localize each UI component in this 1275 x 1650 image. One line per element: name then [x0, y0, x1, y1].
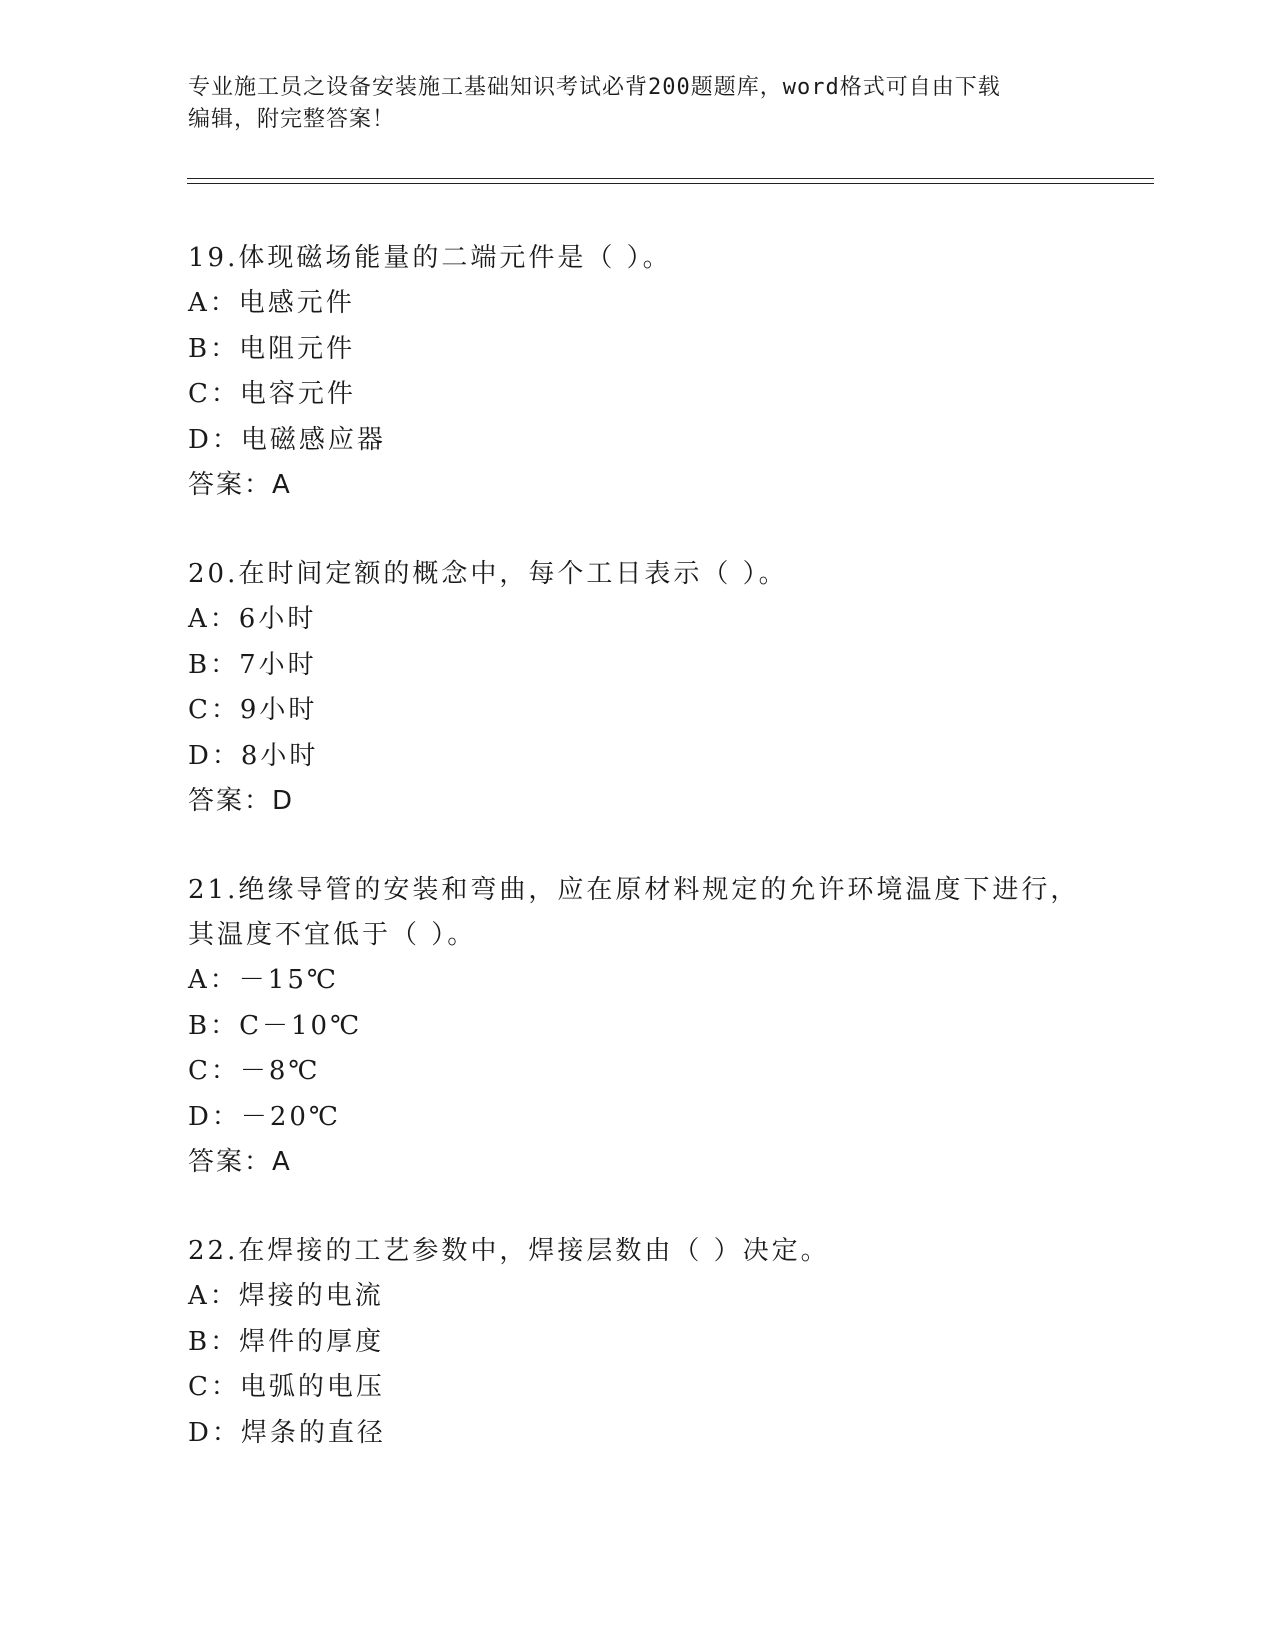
- option-b: B：C－10℃: [188, 1010, 363, 1041]
- option-a: A：焊接的电流: [188, 1281, 384, 1311]
- option-c: C：9小时: [188, 695, 318, 725]
- option-d: D：焊条的直径: [188, 1417, 386, 1448]
- question-21: [188, 868, 1108, 1185]
- option-a: A：6小时: [188, 604, 317, 634]
- option-d: D：8小时: [188, 740, 319, 771]
- header-title-line-1: 专业施工员之设备安装施工基础知识考试必背200题题库，word格式可自由下载: [188, 75, 1001, 100]
- option-d: D：－20℃: [188, 1101, 342, 1132]
- question-list: [188, 236, 1108, 1500]
- document-header: [188, 72, 1088, 136]
- answer: 答案：A: [188, 1147, 292, 1177]
- question-19: [188, 236, 1108, 508]
- answer: 答案：D: [188, 786, 295, 816]
- option-b: B：7小时: [188, 649, 317, 680]
- question-stem: 20.在时间定额的概念中，每个工日表示（ ）。: [188, 559, 788, 589]
- header-divider-top: [187, 178, 1154, 179]
- option-b: B：电阻元件: [188, 333, 356, 364]
- question-20: [188, 552, 1108, 824]
- option-b: B：焊件的厚度: [188, 1326, 385, 1357]
- question-22: [188, 1229, 1108, 1456]
- question-stem-continued: 其温度不宜低于（ ）。: [188, 920, 477, 950]
- header-title-line-2: 编辑，附完整答案！: [188, 107, 396, 132]
- option-a: A：－15℃: [188, 965, 339, 995]
- header-divider-bottom: [187, 183, 1154, 184]
- answer: 答案：A: [188, 470, 292, 500]
- option-c: C：电容元件: [188, 379, 356, 409]
- question-stem: 19.体现磁场能量的二端元件是（ ）。: [188, 243, 672, 273]
- option-a: A：电感元件: [188, 288, 355, 318]
- option-d: D：电磁感应器: [188, 424, 386, 455]
- option-c: C：－8℃: [188, 1056, 321, 1086]
- option-c: C：电弧的电压: [188, 1372, 385, 1402]
- question-stem: 22.在焊接的工艺参数中，焊接层数由（ ）决定。: [188, 1236, 830, 1266]
- question-stem: 21.绝缘导管的安装和弯曲，应在原材料规定的允许环境温度下进行，: [188, 875, 1080, 905]
